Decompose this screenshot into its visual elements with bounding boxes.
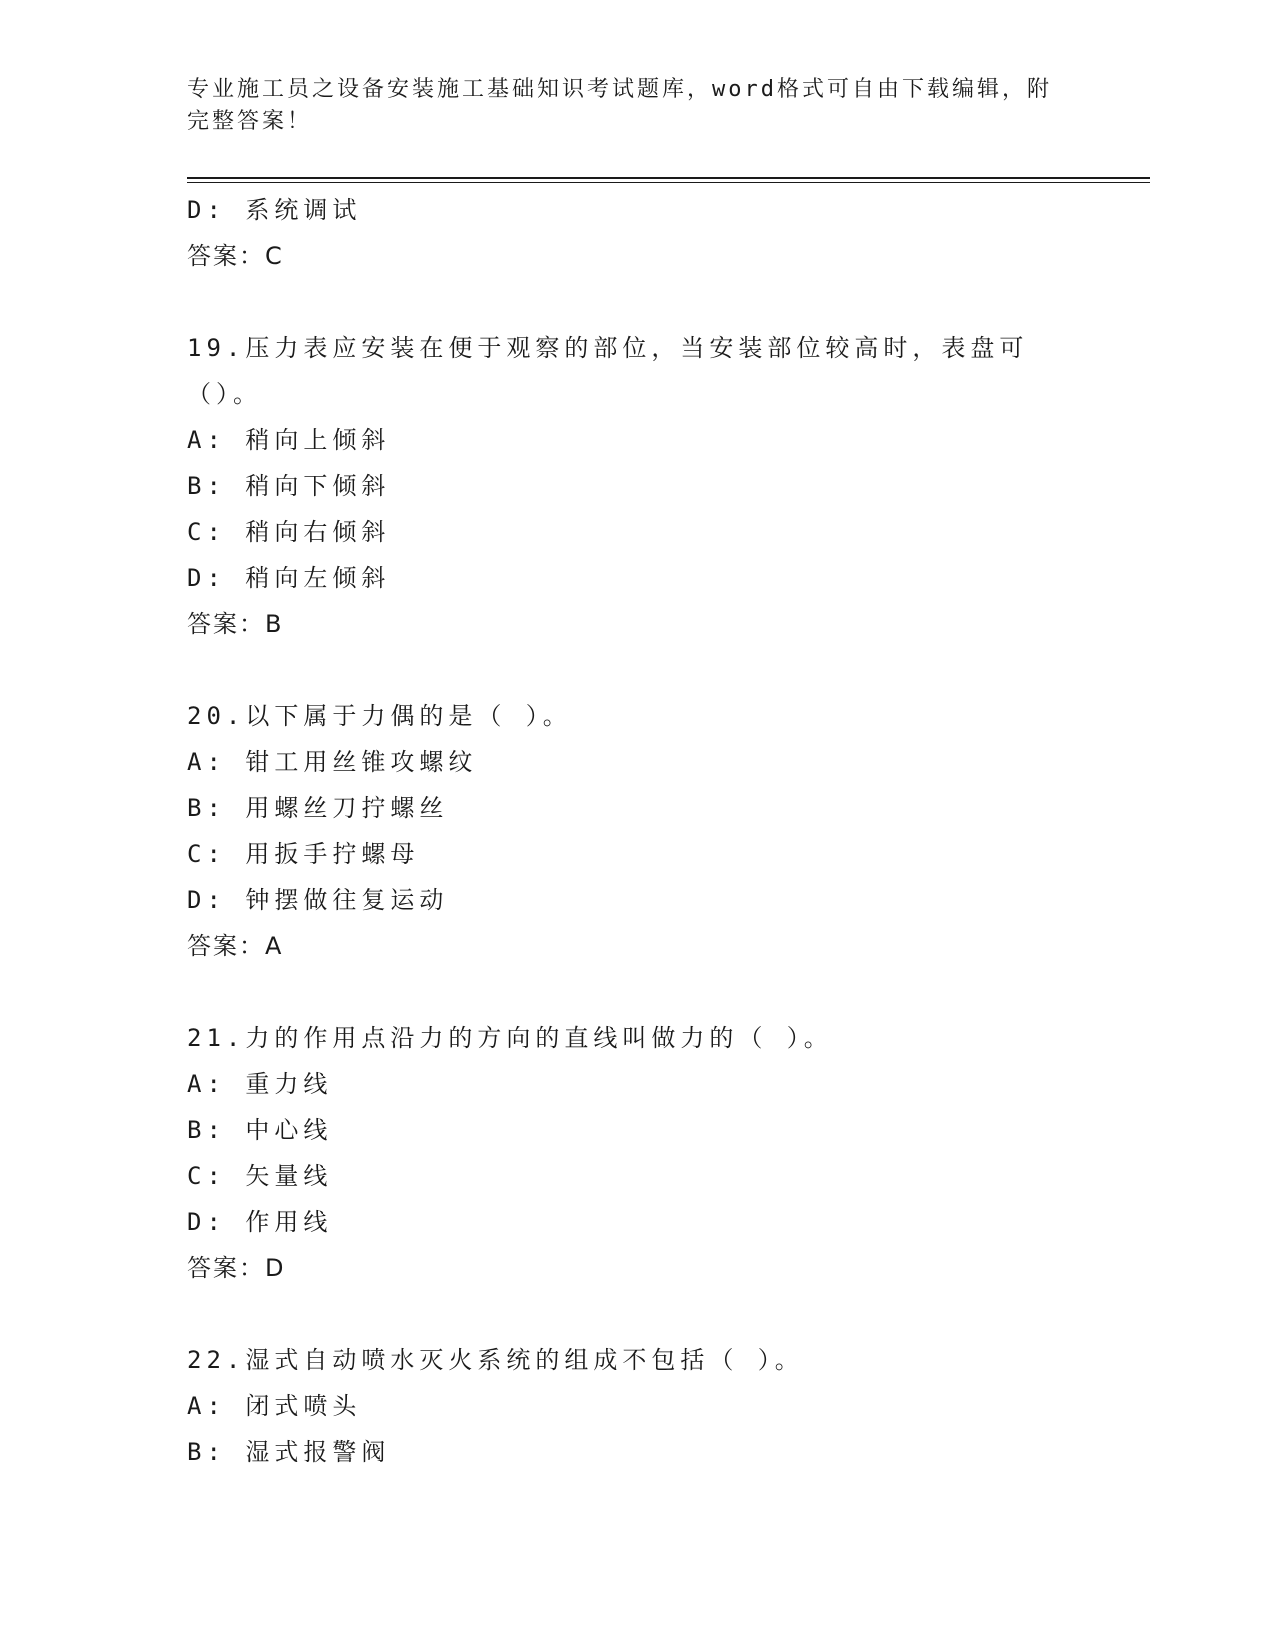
question-21	[187, 1015, 1087, 1291]
question-stem: 21.力的作用点沿力的方向的直线叫做力的（ ）。	[187, 1024, 833, 1052]
question-stem: 20.以下属于力偶的是（ ）。	[187, 702, 572, 730]
answer-line: 答案：C	[187, 242, 284, 270]
option-a: A: 钳工用丝锥攻螺纹	[187, 748, 478, 776]
option-b: B: 中心线	[187, 1116, 333, 1144]
option-c: C: 稍向右倾斜	[187, 518, 391, 546]
question-19	[187, 325, 1087, 647]
header-rule-thick	[187, 177, 1150, 179]
option-b: B: 湿式报警阀	[187, 1438, 391, 1466]
option-c: C: 用扳手拧螺母	[187, 840, 420, 868]
answer-line: 答案：D	[187, 1254, 286, 1282]
question-content	[187, 187, 1087, 1475]
answer-line: 答案：B	[187, 610, 284, 638]
option-d: D: 系统调试	[187, 196, 362, 224]
option-c: C: 矢量线	[187, 1162, 333, 1190]
option-b: B: 稍向下倾斜	[187, 472, 391, 500]
option-a: A: 稍向上倾斜	[187, 426, 391, 454]
option-d: D: 作用线	[187, 1208, 333, 1236]
option-d: D: 钟摆做往复运动	[187, 886, 449, 914]
option-a: A: 闭式喷头	[187, 1392, 362, 1420]
answer-line: 答案：A	[187, 932, 284, 960]
question-22	[187, 1337, 1087, 1475]
header-rule-thin	[187, 182, 1150, 183]
option-b: B: 用螺丝刀拧螺丝	[187, 794, 449, 822]
document-header: 专业施工员之设备安装施工基础知识考试题库，word格式可自由下载编辑，附完整答案！	[187, 77, 1052, 134]
question-20	[187, 693, 1087, 969]
question-stem: 19.压力表应安装在便于观察的部位，当安装部位较高时，表盘可（）。	[187, 334, 1029, 408]
option-a: A: 重力线	[187, 1070, 333, 1098]
question-stem: 22.湿式自动喷水灭火系统的组成不包括（ ）。	[187, 1346, 804, 1374]
option-d: D: 稍向左倾斜	[187, 564, 391, 592]
